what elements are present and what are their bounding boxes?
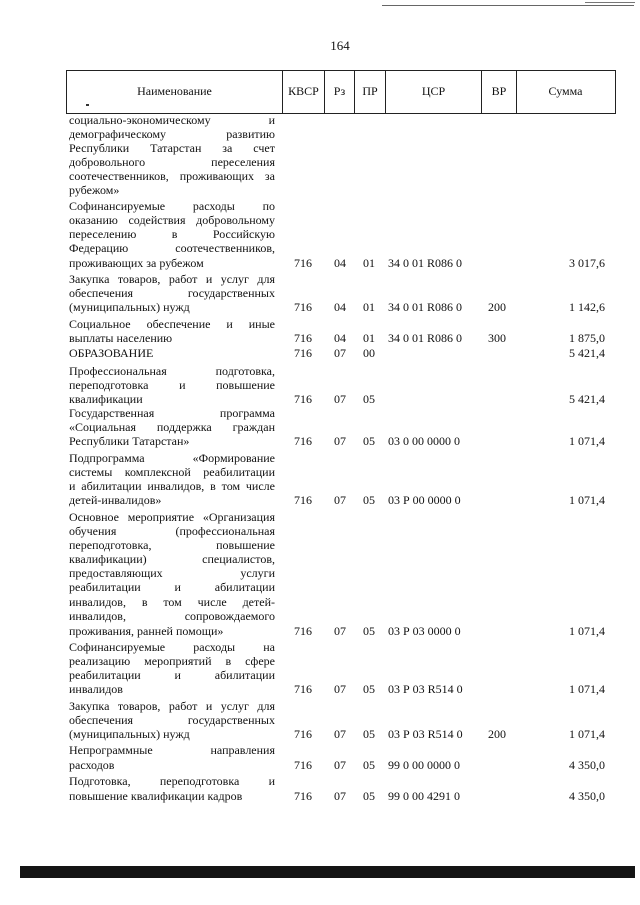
- header-kvsr: КВСР: [288, 84, 319, 98]
- row-name-line: соотечественников, проживающих за: [69, 169, 275, 183]
- row-name-line: повышение квалификации кадров: [69, 789, 243, 803]
- cell-sum: 1 071,4: [569, 434, 605, 448]
- row-name-line: Закупка товаров, работ и услуг для: [69, 699, 275, 713]
- scan-mark: [86, 104, 89, 106]
- cell-csr: 03 0 00 0000 0: [388, 434, 460, 448]
- cell-pr: 01: [363, 256, 375, 270]
- cell-csr: 34 0 01 R086 0: [388, 300, 463, 314]
- cell-csr: 03 Р 03 0000 0: [388, 624, 461, 638]
- row-name-line: Социальное обеспечение и иные: [69, 317, 275, 331]
- cell-csr: 34 0 01 R086 0: [388, 256, 463, 270]
- cell-pr: 05: [363, 727, 375, 741]
- row-name-line: реализацию мероприятий в сфере: [69, 654, 275, 668]
- cell-csr: 03 Р 03 R514 0: [388, 727, 463, 741]
- row-name-line: расходов: [69, 758, 115, 772]
- cell-pr: 01: [363, 300, 375, 314]
- cell-kvsr: 716: [294, 434, 312, 448]
- cell-kvsr: 716: [294, 392, 312, 406]
- row-name-line: детей-инвалидов»: [69, 493, 162, 507]
- cell-pr: 05: [363, 682, 375, 696]
- cell-pr: 05: [363, 624, 375, 638]
- top-scan-rule: [382, 5, 634, 6]
- cell-sum: 5 421,4: [569, 346, 605, 360]
- row-name-line: обеспечения государственных: [69, 286, 275, 300]
- cell-rz: 07: [334, 758, 346, 772]
- cell-vr: 200: [488, 727, 506, 741]
- cell-csr: 03 Р 00 0000 0: [388, 493, 461, 507]
- cell-sum: 1 142,6: [569, 300, 605, 314]
- row-name-line: Подготовка, переподготовка и: [69, 774, 275, 788]
- row-name-line: инвалидов: [69, 682, 123, 696]
- cell-sum: 4 350,0: [569, 789, 605, 803]
- top-scan-rule-2: [585, 2, 635, 3]
- cell-sum: 1 071,4: [569, 682, 605, 696]
- row-name-line: социально-экономическому и: [69, 113, 275, 127]
- header-vr: ВР: [491, 84, 507, 98]
- row-name-line: реабилитации и абилитации: [69, 668, 275, 682]
- cell-csr: 99 0 00 4291 0: [388, 789, 460, 803]
- row-name-line: Республики Татарстан за счет: [69, 141, 275, 155]
- row-name-line: Подпрограмма «Формирование: [69, 451, 275, 465]
- row-name-line: рубежом»: [69, 183, 120, 197]
- row-name-line: Основное мероприятие «Организация: [69, 510, 275, 524]
- cell-kvsr: 716: [294, 624, 312, 638]
- cell-vr: 200: [488, 300, 506, 314]
- cell-pr: 05: [363, 392, 375, 406]
- cell-kvsr: 716: [294, 346, 312, 360]
- cell-sum: 1 071,4: [569, 624, 605, 638]
- row-name-line: Софинансируемые расходы на: [69, 640, 275, 654]
- row-name-line: и абилитации инвалидов, в том числе: [69, 479, 275, 493]
- row-name-line: проживания, ранней помощи»: [69, 624, 224, 638]
- cell-kvsr: 716: [294, 493, 312, 507]
- cell-rz: 04: [334, 300, 346, 314]
- row-name-line: обеспечения государственных: [69, 713, 275, 727]
- row-name-line: проживающих за рубежом: [69, 256, 204, 270]
- cell-csr: 34 0 01 R086 0: [388, 331, 463, 345]
- cell-sum: 4 350,0: [569, 758, 605, 772]
- header-name: Наименование: [137, 84, 212, 98]
- row-name-line: Государственная программа: [69, 406, 275, 420]
- row-name-line: квалификации: [69, 392, 143, 406]
- row-name-line: добровольного переселения: [69, 155, 275, 169]
- row-name-line: переподготовка и повышение: [69, 378, 275, 392]
- cell-rz: 04: [334, 256, 346, 270]
- row-name-line: реабилитации и абилитации: [69, 580, 275, 594]
- row-name-line: Непрограммные направления: [69, 743, 275, 757]
- header-rz: Рз: [333, 84, 346, 98]
- row-name-line: квалификации) специалистов,: [69, 552, 275, 566]
- row-name-line: инвалидов, сопровождаемого: [69, 609, 275, 623]
- row-name-line: Профессиональная подготовка,: [69, 364, 275, 378]
- cell-kvsr: 716: [294, 256, 312, 270]
- cell-csr: 03 Р 03 R514 0: [388, 682, 463, 696]
- cell-kvsr: 716: [294, 789, 312, 803]
- cell-pr: 05: [363, 758, 375, 772]
- row-name-line: демографическому развитию: [69, 127, 275, 141]
- header-csr: ЦСР: [421, 84, 446, 98]
- cell-pr: 01: [363, 331, 375, 345]
- row-name-line: предоставляющих услуги: [69, 566, 275, 580]
- row-name-line: обучения (профессиональная: [69, 524, 275, 538]
- cell-pr: 05: [363, 493, 375, 507]
- cell-sum: 5 421,4: [569, 392, 605, 406]
- cell-rz: 07: [334, 493, 346, 507]
- cell-sum: 1 071,4: [569, 727, 605, 741]
- cell-kvsr: 716: [294, 300, 312, 314]
- row-name-line: (муниципальных) нужд: [69, 727, 190, 741]
- row-name-line: инвалидов, в том числе детей-: [69, 595, 275, 609]
- cell-kvsr: 716: [294, 331, 312, 345]
- row-name-line: переподготовка, повышение: [69, 538, 275, 552]
- cell-csr: 99 0 00 0000 0: [388, 758, 460, 772]
- cell-kvsr: 716: [294, 682, 312, 696]
- row-name-line: Закупка товаров, работ и услуг для: [69, 272, 275, 286]
- row-name-line: Республики Татарстан»: [69, 434, 190, 448]
- cell-rz: 07: [334, 392, 346, 406]
- header-sum: Сумма: [548, 84, 583, 98]
- cell-pr: 05: [363, 434, 375, 448]
- cell-kvsr: 716: [294, 727, 312, 741]
- cell-sum: 3 017,6: [569, 256, 605, 270]
- page-number: 164: [330, 38, 350, 53]
- row-name-line: переселению в Российскую: [69, 227, 275, 241]
- scan-bottom-bar: [20, 866, 635, 878]
- cell-sum: 1 071,4: [569, 493, 605, 507]
- row-name-line: системы комплексной реабилитации: [69, 465, 275, 479]
- row-name-line: выплаты населению: [69, 331, 173, 345]
- cell-rz: 07: [334, 434, 346, 448]
- cell-pr: 05: [363, 789, 375, 803]
- cell-rz: 07: [334, 727, 346, 741]
- cell-vr: 300: [488, 331, 506, 345]
- row-name-line: оказанию содействия добровольному: [69, 213, 275, 227]
- cell-pr: 00: [363, 346, 375, 360]
- row-name-line: Софинансируемые расходы по: [69, 199, 275, 213]
- cell-sum: 1 875,0: [569, 331, 605, 345]
- cell-rz: 07: [334, 346, 346, 360]
- header-pr: ПР: [362, 84, 378, 98]
- row-name-line: ОБРАЗОВАНИЕ: [69, 346, 154, 360]
- cell-rz: 07: [334, 789, 346, 803]
- row-name-line: (муниципальных) нужд: [69, 300, 190, 314]
- row-name-line: «Социальная поддержка граждан: [69, 420, 275, 434]
- cell-rz: 04: [334, 331, 346, 345]
- row-name-line: Федерацию соотечественников,: [69, 241, 275, 255]
- cell-kvsr: 716: [294, 758, 312, 772]
- cell-rz: 07: [334, 682, 346, 696]
- cell-rz: 07: [334, 624, 346, 638]
